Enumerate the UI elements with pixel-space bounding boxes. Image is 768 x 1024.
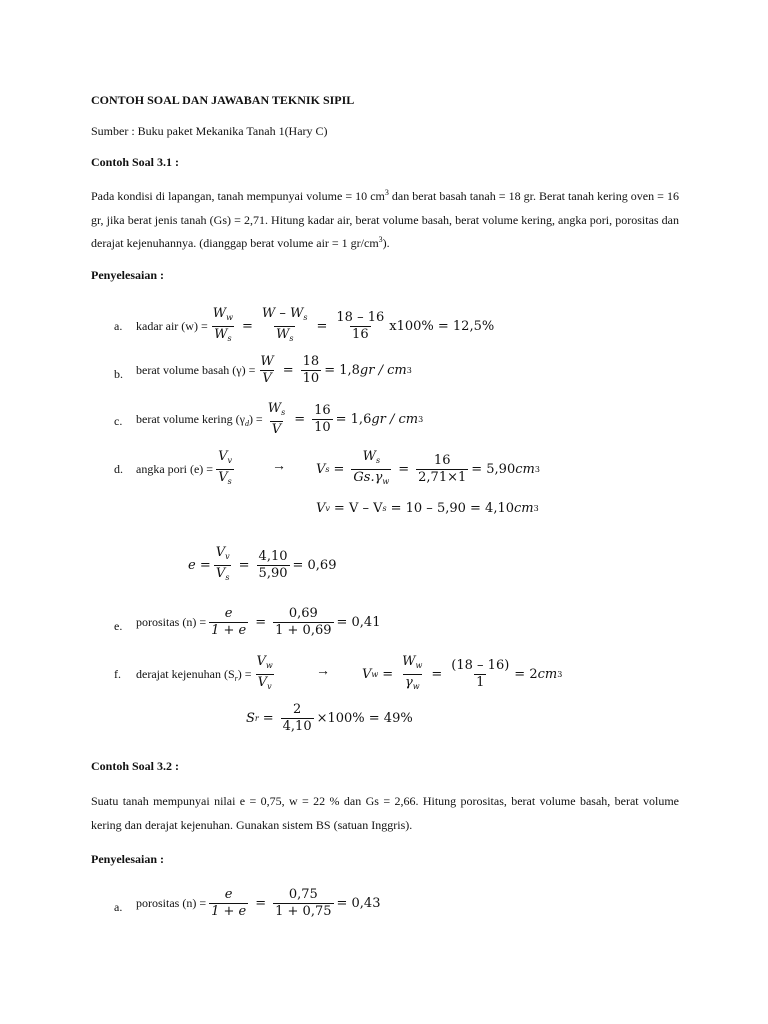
arrow-icon: →	[272, 459, 286, 474]
item-marker-d: d.	[114, 462, 123, 476]
equation-angka-pori-ratio: angka pori (e) = $\frac{V_v}{V_s}$	[136, 449, 237, 490]
equation-volume-void: V v = V – V s = 10 – 5,90 = 4,10 cm 3	[316, 501, 539, 516]
problem-2-text: Suatu tanah mempunyai nilai e = 0,75, w = 22 % dan Gs = 2,66. Hitung porositas, berat volume basah, berat volume kering dan derajat kejenuhan. Gunakan sistem BS (satuan Inggris).	[91, 794, 679, 832]
item-marker-c: c.	[114, 414, 123, 428]
equation-angka-pori-result: e = $\frac{V_v}{V_s}$ = $\frac{4,10}{5,90}$ = 0,69	[188, 545, 336, 586]
equation-porositas: porositas (n) = $\frac{e}{1 + e}$ = $\frac{0,69}{1 + 0,69}$ = 0,41	[136, 606, 381, 638]
source-line: Sumber : Buku paket Mekanika Tanah 1(Hary C)	[91, 124, 328, 138]
problem-2-heading: Contoh Soal 3.2 :	[91, 759, 180, 773]
page-title: CONTOH SOAL DAN JAWABAN TEKNIK SIPIL	[91, 93, 355, 107]
equation-derajat-kejenuhan-ratio: derajat kejenuhan $(S_r)$ = $\frac{V_w}{V_v}$	[136, 654, 278, 695]
equation-berat-volume-kering: berat volume kering $(\gamma_d)$ = $\frac{W_s}{V}$ = $\frac{16}{10}$ = 1,6 gr / cm 3	[136, 401, 424, 437]
arrow-icon: →	[316, 664, 330, 679]
problem-1-text: Pada kondisi di lapangan, tanah mempunyai volume = 10 $cm^3$ dan berat basah tanah = 18 gr. Berat tanah kering oven = 16 gr, jika berat jenis tanah (Gs) = 2,71. Hitung kadar air, berat volume basah, berat volume kering, angka pori, porositas dan derajat kejenuhannya. (dianggap berat volume air = 1 $gr/cm^3$).	[91, 188, 679, 250]
item-marker-a-2: a.	[114, 900, 123, 914]
item-marker-a: a.	[114, 319, 123, 333]
item-marker-f: f.	[114, 667, 121, 681]
equation-kadar-air: kadar air (w) = $\frac{W_w}{W_s}$ = $\frac{W - W_s}{W_s}$ = $\frac{18 - 16}{16}$ x100% = 12,5%	[136, 306, 494, 347]
equation-volume-solid: V s = $\frac{W_s}{Gs.\gamma_w}$ = $\frac{16}{2,71\times 1}$ = 5,90 cm 3	[316, 449, 540, 490]
equation-porositas-2: porositas (n) = $\frac{e}{1 + e}$ = $\frac{0,75}{1 + 0,75}$ = 0,43	[136, 887, 381, 919]
equation-derajat-kejenuhan-result: S r = $\frac{2}{4,10}$ ×100% = 49%	[246, 702, 413, 734]
problem-1-heading: Contoh Soal 3.1 :	[91, 155, 180, 169]
item-marker-b: b.	[114, 367, 123, 381]
item-marker-e: e.	[114, 619, 123, 633]
equation-berat-volume-basah: berat volume basah (γ) = $\frac{W}{V}$ = $\frac{18}{10}$ = 1,8 gr / cm 3	[136, 354, 412, 386]
equation-volume-water: V w = $\frac{W_w}{\gamma_w}$ = $\frac{(18 - 16)}{1}$ = 2 cm 3	[362, 654, 562, 695]
solution-2-heading: Penyelesaian :	[91, 852, 164, 866]
solution-1-heading: Penyelesaian :	[91, 268, 164, 282]
